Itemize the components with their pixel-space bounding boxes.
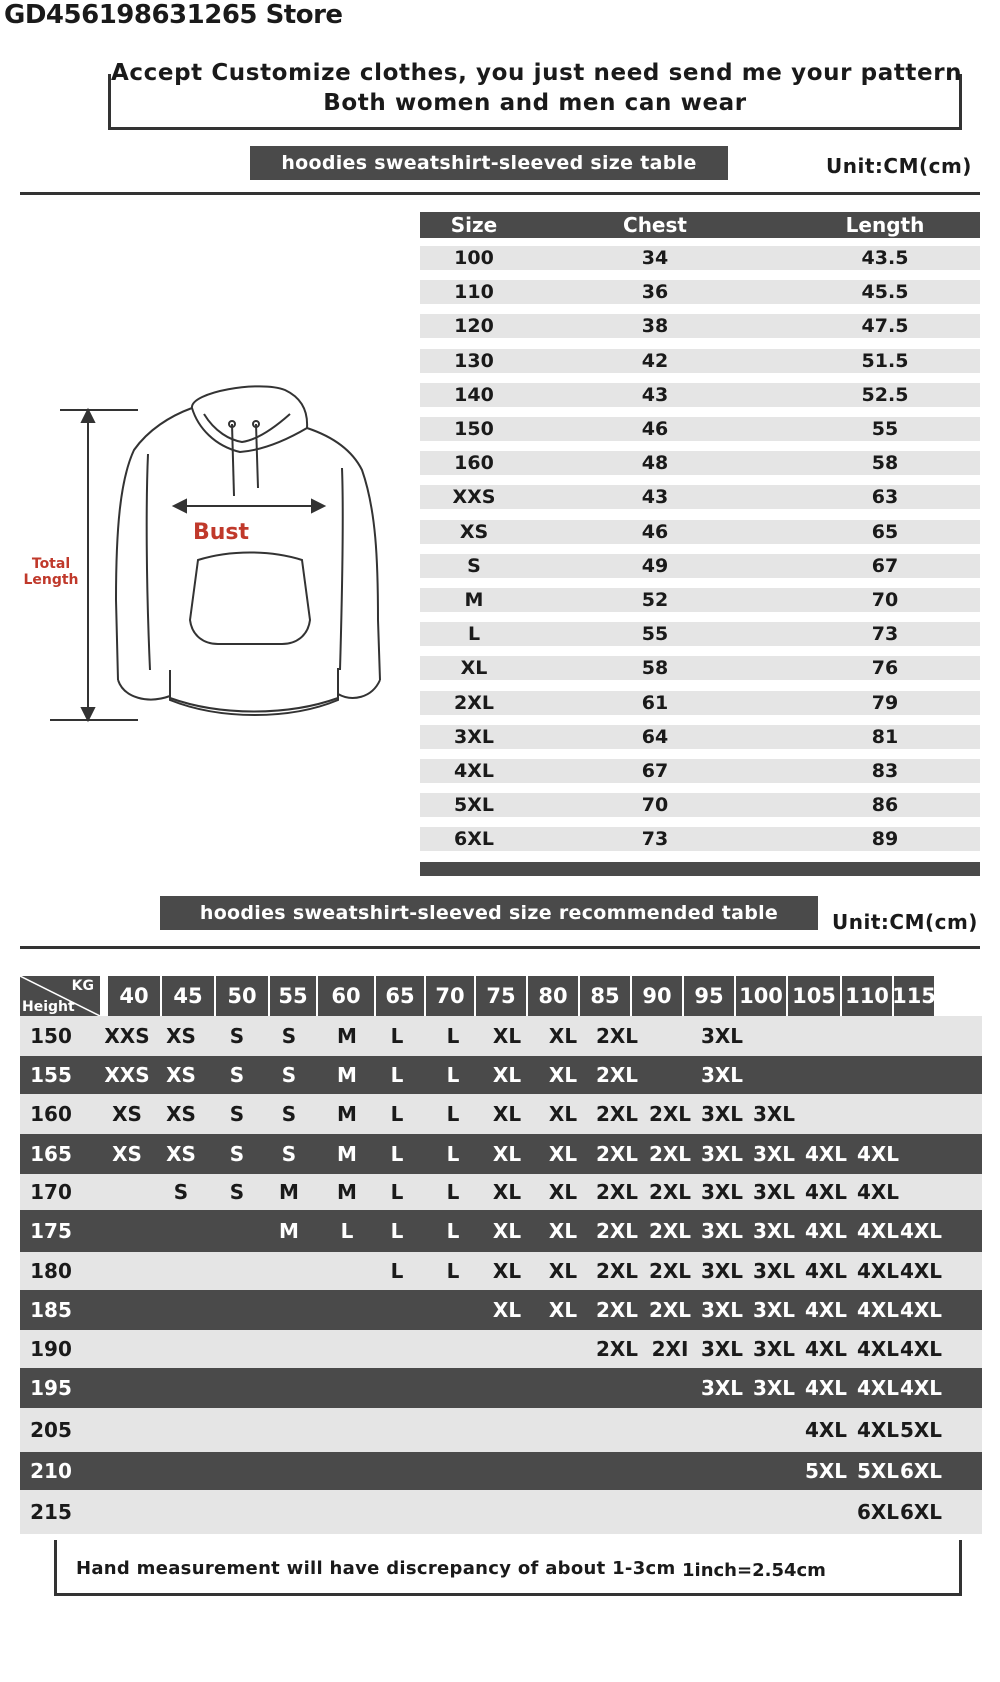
table-cell: 4XL [899,1219,943,1243]
table-cell: 49 [641,555,669,577]
corner-kg-label: KG [71,978,94,994]
table-cell: 43 [641,486,669,508]
table-cell: 4XL [804,1298,848,1322]
table-cell: 2XL [648,1180,692,1204]
table-cell: XXS [104,1063,150,1087]
table-cell: XL [492,1219,522,1243]
bust-label: Bust [193,520,250,545]
table-cell: 160 [454,452,494,474]
table-cell: 65 [871,521,899,543]
table-cell: 4XL [899,1337,943,1361]
height-label: 160 [30,1102,72,1126]
total-length-label [20,556,82,588]
table-cell: 3XL [752,1259,796,1283]
table-cell: 61 [641,692,669,714]
table-cell: 4XL [804,1142,848,1166]
header-line-1: Accept Customize clothes, you just need send me your pattern [111,60,963,86]
table-cell: 4XL [856,1259,900,1283]
table-cell: 110 [454,281,494,303]
table-cell: 73 [871,623,899,645]
table-row [420,827,980,851]
table-cell: 2XL [648,1142,692,1166]
table-cell: 6XL [454,828,494,850]
table-cell: M [337,1180,357,1204]
table-cell: L [446,1219,460,1243]
kg-header-cell: 105 [788,976,840,1016]
table-row [420,520,980,544]
table-cell: XS [166,1102,196,1126]
table-cell: XL [548,1259,578,1283]
table-row [420,725,980,749]
rec-table-unit: Unit:CM(cm) [832,910,978,934]
table-cell: 2XL [595,1219,639,1243]
table-cell: 55 [641,623,669,645]
table-cell: 58 [641,657,669,679]
kg-header-cell: 85 [580,976,630,1016]
table-cell: 3XL [752,1337,796,1361]
table-row [420,622,980,646]
table-cell: 43 [641,384,669,406]
table-cell: 5XL [454,794,494,816]
table-cell: 3XL [752,1219,796,1243]
table-cell: XL [492,1102,522,1126]
table-cell: 120 [454,315,494,337]
table-cell: 4XL [804,1418,848,1442]
size-table-header [420,212,980,238]
store-title: GD456198631265 Store [4,0,343,30]
table-cell: 2XL [648,1259,692,1283]
table-cell: 2XL [648,1298,692,1322]
table-row [420,417,980,441]
table-cell: 76 [871,657,899,679]
corner-height-label: Height [22,999,75,1015]
table-cell: S [281,1063,297,1087]
table-cell: S [229,1102,245,1126]
table-cell: 4XL [856,1180,900,1204]
table-cell: XL [548,1219,578,1243]
table-cell: XXS [104,1024,150,1048]
height-label: 155 [30,1063,72,1087]
table-row [420,246,980,270]
table-row [20,1174,982,1210]
table-cell: S [229,1142,245,1166]
table-cell: 2XL [595,1180,639,1204]
table-cell: S [229,1024,245,1048]
table-cell: 4XL [804,1337,848,1361]
table-cell: 51.5 [861,350,909,372]
table-cell: L [390,1063,404,1087]
table-cell: 4XL [856,1418,900,1442]
table-cell: 81 [871,726,899,748]
table-cell: M [337,1063,357,1087]
table-cell: 2XL [648,1102,692,1126]
table-row [20,1252,982,1290]
table-cell: 3XL [700,1142,744,1166]
table-cell: 5XL [804,1459,848,1483]
table-cell: L [390,1142,404,1166]
table-cell: 4XL [804,1259,848,1283]
table-cell: XL [548,1298,578,1322]
table-cell: 45.5 [861,281,909,303]
height-label: 180 [30,1259,72,1283]
table-cell: 52.5 [861,384,909,406]
table-cell: 130 [454,350,494,372]
table-cell: XL [548,1063,578,1087]
table-cell: 46 [641,521,669,543]
footer-inch-conversion: 1inch=2.54cm [682,1560,826,1581]
table-cell: L [340,1219,354,1243]
table-cell: 58 [871,452,899,474]
height-label: 215 [30,1500,72,1524]
height-label: 150 [30,1024,72,1048]
table-cell: S [173,1180,189,1204]
table-cell: 43.5 [861,247,909,269]
rec-table-header [20,976,982,1016]
height-label: 165 [30,1142,72,1166]
size-table-header-cell: Size [450,213,498,237]
table-cell: 2XL [595,1259,639,1283]
table-cell: 3XL [700,1298,744,1322]
table-cell: 46 [641,418,669,440]
size-table-banner: hoodies sweatshirt-sleeved size table [250,146,728,180]
table-cell: 52 [641,589,669,611]
table-cell: XL [492,1259,522,1283]
rec-table-banner: hoodies sweatshirt-sleeved size recommended table [160,896,818,930]
table-cell: 4XL [454,760,494,782]
size-table-unit: Unit:CM(cm) [826,154,972,178]
height-label: 195 [30,1376,72,1400]
table-cell: 4XL [856,1337,900,1361]
table-cell: L [446,1259,460,1283]
table-cell: 3XL [700,1102,744,1126]
divider [20,192,980,195]
kg-header-cell: 70 [426,976,474,1016]
table-row [20,1056,982,1094]
table-row [20,1330,982,1368]
table-cell: 3XL [700,1063,744,1087]
kg-header-cell: 60 [318,976,374,1016]
table-cell: XS [166,1063,196,1087]
table-cell: 4XL [856,1376,900,1400]
table-cell: L [390,1102,404,1126]
table-row [420,759,980,783]
kg-header-cell: 80 [528,976,578,1016]
height-label: 205 [30,1418,72,1442]
table-cell: 3XL [454,726,494,748]
table-cell: 3XL [752,1376,796,1400]
table-cell: 2XL [595,1024,639,1048]
table-cell: M [337,1102,357,1126]
kg-header-cell: 115 [894,976,934,1016]
table-cell: XL [548,1142,578,1166]
kg-header-cell: 40 [108,976,160,1016]
table-cell: 4XL [856,1142,900,1166]
table-cell: 4XL [804,1376,848,1400]
height-label: 210 [30,1459,72,1483]
table-cell: 63 [871,486,899,508]
table-cell: 3XL [752,1102,796,1126]
table-cell: 2XL [595,1142,639,1166]
table-cell: 3XL [700,1259,744,1283]
table-cell: 3XL [700,1376,744,1400]
table-cell: XL [548,1102,578,1126]
table-cell: 4XL [899,1259,943,1283]
height-label: 185 [30,1298,72,1322]
table-cell: 47.5 [861,315,909,337]
table-cell: 70 [871,589,899,611]
table-cell: 3XL [700,1337,744,1361]
table-cell: 5XL [899,1418,943,1442]
table-cell: XL [492,1063,522,1087]
table-cell: XS [112,1142,142,1166]
kg-header-cell: 90 [632,976,682,1016]
table-row [20,1134,982,1174]
table-cell: L [446,1063,460,1087]
table-cell: M [337,1024,357,1048]
table-cell: 86 [871,794,899,816]
table-cell: 140 [454,384,494,406]
table-row [420,451,980,475]
size-table-header-cell: Chest [623,213,687,237]
table-row [420,691,980,715]
table-cell: S [229,1063,245,1087]
table-cell: XL [548,1180,578,1204]
table-row [20,1490,982,1534]
table-cell: 67 [871,555,899,577]
table-cell: 3XL [700,1180,744,1204]
table-cell: 4XL [856,1298,900,1322]
table-cell: M [337,1142,357,1166]
table-cell: L [446,1024,460,1048]
table-row [20,1452,982,1490]
size-table-footer-bar [420,862,980,876]
table-cell: 38 [641,315,669,337]
header-line-2: Both women and men can wear [323,90,747,116]
table-row [20,1210,982,1252]
table-cell: 2XL [454,692,494,714]
table-cell: 2XL [595,1102,639,1126]
table-cell: 89 [871,828,899,850]
table-cell: S [281,1024,297,1048]
table-row [20,1408,982,1452]
table-cell: 3XL [700,1024,744,1048]
header-box [108,60,963,130]
kg-header-cell: 65 [376,976,424,1016]
table-cell: L [390,1259,404,1283]
table-row [20,1016,982,1056]
table-cell: S [281,1102,297,1126]
table-cell: XS [112,1102,142,1126]
table-cell: L [467,623,481,645]
kg-header-cell: 75 [476,976,526,1016]
table-cell: 36 [641,281,669,303]
height-label: 190 [30,1337,72,1361]
divider [20,946,980,949]
table-cell: L [390,1219,404,1243]
total-length-label-line-2: Length [23,572,79,588]
table-cell: M [464,589,484,611]
table-row [420,588,980,612]
table-cell: XL [492,1180,522,1204]
height-label: 170 [30,1180,72,1204]
table-cell: L [390,1180,404,1204]
table-cell: 83 [871,760,899,782]
table-cell: 64 [641,726,669,748]
table-cell: 3XL [700,1219,744,1243]
table-cell: 42 [641,350,669,372]
table-cell: 3XL [752,1142,796,1166]
table-row [420,280,980,304]
kg-header-cell: 45 [162,976,214,1016]
table-cell: XL [492,1142,522,1166]
table-row [420,485,980,509]
table-cell: 2XL [648,1219,692,1243]
table-cell: 6XL [899,1459,943,1483]
table-cell: 5XL [856,1459,900,1483]
table-cell: XS [166,1142,196,1166]
rec-table-corner [20,976,100,1016]
table-cell: 55 [871,418,899,440]
table-cell: 70 [641,794,669,816]
table-cell: 3XL [752,1298,796,1322]
kg-header-cell: 50 [216,976,268,1016]
table-cell: 4XL [899,1298,943,1322]
table-cell: 3XL [752,1180,796,1204]
table-row [420,554,980,578]
table-row [420,793,980,817]
table-cell: 2XI [651,1337,689,1361]
table-cell: 48 [641,452,669,474]
height-label: 175 [30,1219,72,1243]
table-cell: XXS [452,486,496,508]
table-cell: S [229,1180,245,1204]
table-cell: L [446,1102,460,1126]
table-cell: 79 [871,692,899,714]
table-row [420,383,980,407]
table-cell: 2XL [595,1063,639,1087]
kg-header-cell: 100 [736,976,786,1016]
table-cell: XL [492,1298,522,1322]
table-cell: 150 [454,418,494,440]
table-cell: L [446,1180,460,1204]
table-cell: 4XL [804,1180,848,1204]
table-cell: 34 [641,247,669,269]
table-cell: XS [459,521,489,543]
table-cell: 6XL [856,1500,900,1524]
table-cell: 6XL [899,1500,943,1524]
kg-header-cell: 110 [842,976,892,1016]
table-cell: S [281,1142,297,1166]
size-table-header-cell: Length [845,213,925,237]
table-cell: 2XL [595,1337,639,1361]
footer-note: Hand measurement will have discrepancy of about 1-3cm [76,1558,676,1579]
table-row [20,1290,982,1330]
table-row [420,314,980,338]
table-cell: XL [492,1024,522,1048]
table-cell: XL [460,657,488,679]
table-cell: 67 [641,760,669,782]
table-cell: 100 [454,247,494,269]
table-cell: L [446,1142,460,1166]
table-cell: S [467,555,481,577]
table-cell: 4XL [856,1219,900,1243]
table-cell: L [390,1024,404,1048]
kg-header-cell: 55 [270,976,316,1016]
table-row [420,349,980,373]
table-cell: M [279,1219,299,1243]
total-length-label-line-1: Total [31,556,71,572]
table-cell: M [279,1180,299,1204]
kg-header-cell: 95 [684,976,734,1016]
table-cell: 4XL [899,1376,943,1400]
table-cell: 4XL [804,1219,848,1243]
table-row [20,1094,982,1134]
table-cell: 73 [641,828,669,850]
table-row [20,1368,982,1408]
table-cell: 2XL [595,1298,639,1322]
table-cell: XL [548,1024,578,1048]
table-cell: XS [166,1024,196,1048]
table-row [420,656,980,680]
